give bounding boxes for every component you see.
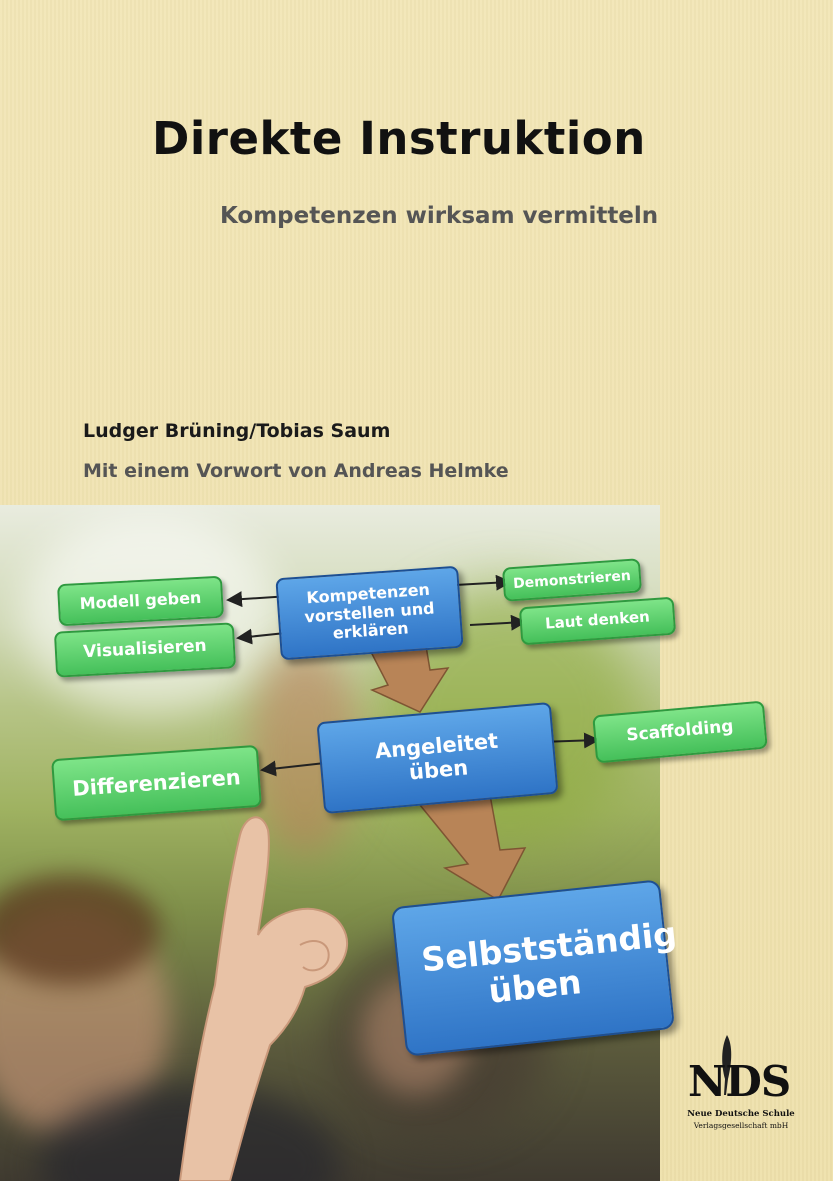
flow-label-laut-denken: Laut denken: [544, 607, 651, 634]
flow-label-differenzieren: Differenzieren: [71, 765, 242, 801]
book-foreword-note: Mit einem Vorwort von Andreas Helmke: [83, 460, 509, 482]
flow-box-selbststaendig: [391, 879, 679, 1056]
flow-label-kompetenzen: Kompetenzen vorstellen und erklären: [303, 580, 436, 643]
flow-label-modell-geben: Modell geben: [79, 587, 202, 613]
publisher-logo-letters: NDS: [688, 1057, 791, 1106]
flow-label-demonstrieren: Demonstrieren: [512, 567, 632, 593]
flow-label-scaffolding: Scaffolding: [625, 716, 735, 746]
flow-label-visualisieren: Visualisieren: [82, 636, 208, 663]
flow-box-visualisieren: [54, 622, 236, 677]
arrow-down-2: [420, 795, 525, 900]
publisher-logo: [685, 1035, 797, 1135]
publisher-company: Verlagsgesellschaft mbH: [693, 1121, 789, 1130]
flow-box-kompetenzen: [275, 566, 463, 661]
book-title: Direkte Instruktion: [152, 112, 646, 165]
flow-box-modell-geben: [57, 576, 224, 627]
flow-label-selbststaendig: Selbstständig üben: [419, 913, 679, 1011]
flow-label-angeleitet: Angeleitet üben: [373, 728, 499, 785]
publisher-name: Neue Deutsche Schule: [687, 1109, 795, 1119]
book-authors: Ludger Brüning/Tobias Saum: [83, 420, 391, 442]
book-subtitle: Kompetenzen wirksam vermitteln: [220, 203, 659, 229]
